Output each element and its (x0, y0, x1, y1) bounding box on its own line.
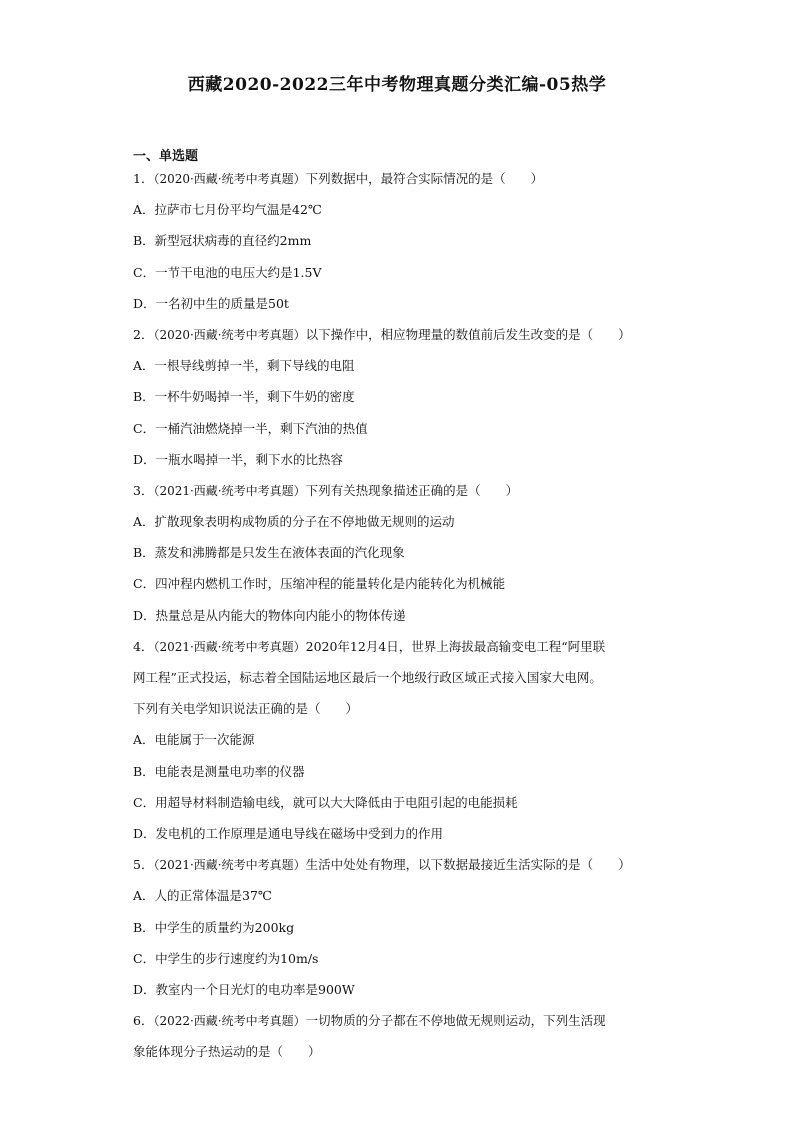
question-list (133, 163, 673, 1067)
option-d: D．一瓶水喝掉一半，剩下水的比热容 (133, 451, 344, 467)
question-text: 下列数据中，最符合实际情况的是（ ） (305, 171, 544, 186)
option-c: C．用超导材料制造输电线，就可以大大降低由于电阻引起的电能损耗 (133, 794, 518, 810)
question-2-stem (133, 319, 673, 350)
question-source: （2021·西藏·统考中考真题） (153, 483, 306, 498)
question-4-stem (133, 631, 673, 662)
option-b: B．蒸发和沸腾都是只发生在液体表面的汽化现象 (133, 545, 405, 561)
question-number: 4． (133, 638, 154, 654)
question-text-continued: 象能体现分子热运动的是（ ） (133, 1044, 321, 1060)
option-a: A．人的正常体温是37℃ (133, 888, 272, 904)
option-a: A．扩散现象表明构成物质的分子在不停地做无规则的运动 (133, 514, 455, 530)
question-number: 1． (133, 171, 154, 186)
option-a: A．拉萨市七月份平均气温是42℃ (133, 202, 322, 218)
question-source: （2020·西藏·统考中考真题） (153, 327, 306, 342)
question-1-stem (133, 163, 673, 194)
question-source: （2020·西藏·统考中考真题） (153, 172, 306, 186)
option-c: C．四冲程内燃机工作时，压缩冲程的能量转化是内能转化为机械能 (133, 576, 506, 592)
option-c: C．一桶汽油燃烧掉一半，剩下汽油的热值 (133, 420, 368, 436)
option-b: B．电能表是测量电功率的仪器 (133, 763, 305, 779)
question-5-stem (133, 849, 673, 880)
option-b: B．中学生的质量约为200kg (133, 919, 295, 935)
question-text: 生活中处处有物理，以下数据最接近生活实际的是（ ） (305, 857, 631, 873)
option-d: D．一名初中生的质量是50t (133, 295, 289, 311)
question-6-stem (133, 1005, 673, 1036)
question-text: 一切物质的分子都在不停地做无规则运动，下列生活现 (305, 1013, 606, 1029)
question-number: 2． (133, 326, 154, 342)
option-c: C．中学生的步行速度约为10m/s (133, 950, 319, 966)
question-number: 6． (133, 1013, 154, 1029)
document-title: 西藏2020-2022三年中考物理真题分类汇编-05热学 (187, 75, 607, 95)
question-text: 以下操作中，相应物理量的数值前后发生改变的是（ ） (305, 326, 631, 342)
question-text: 2020年12月4日，世界上海拔最高输变电工程“阿里联 (305, 638, 606, 654)
option-b: B．一杯牛奶喝掉一半，剩下牛奶的密度 (133, 389, 355, 405)
option-d: D．发电机的工作原理是通电导线在磁场中受到力的作用 (133, 825, 444, 841)
question-number: 3． (133, 482, 154, 498)
question-text: 下列有关热现象描述正确的是（ ） (305, 482, 519, 498)
option-a: A．电能属于一次能源 (133, 732, 255, 748)
option-d: D．教室内一个日光灯的电功率是900W (133, 981, 355, 997)
option-b: B．新型冠状病毒的直径约2mm (133, 233, 312, 249)
option-a: A．一根导线剪掉一半，剩下导线的电阻 (133, 358, 355, 374)
question-source: （2022·西藏·统考中考真题） (153, 1014, 306, 1029)
question-source: （2021·西藏·统考中考真题） (153, 858, 306, 873)
section-heading: 一、单选题 (133, 149, 199, 164)
question-3-stem (133, 475, 673, 506)
question-text-continued: 网工程”正式投运，标志着全国陆运地区最后一个地级行政区域正式接入国家大电网。 (133, 670, 602, 685)
question-number: 5． (133, 857, 154, 873)
question-text-continued: 下列有关电学知识说法正确的是（ ） (133, 701, 359, 717)
option-c: C．一节干电池的电压大约是1.5V (133, 264, 322, 280)
option-d: D．热量总是从内能大的物体向内能小的物体传递 (133, 607, 406, 623)
question-source: （2021·西藏·统考中考真题） (153, 639, 306, 654)
